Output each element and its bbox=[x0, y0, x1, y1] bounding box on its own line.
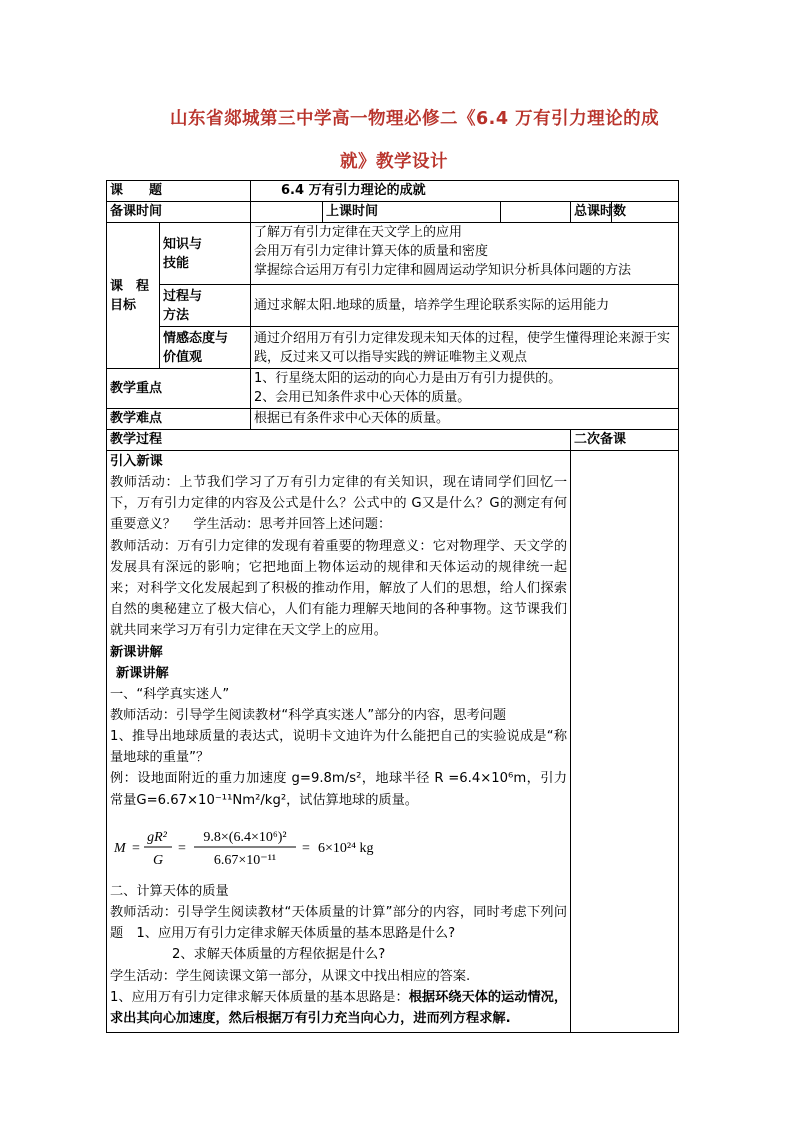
course-value: 6.4 万有引力理论的成就 bbox=[251, 181, 679, 202]
process-method-label: 过程与 方法 bbox=[160, 285, 251, 327]
section1-title: 一、“科学真实迷人” bbox=[110, 686, 230, 702]
intro-paragraph-1: 教师活动：上节我们学习了万有引力定律的有关知识，现在请同学们回忆一下，万有引力定律的内容及公式是什么？公式中的 G又是什么？G的测定有何重要意义？ 学生活动：思考并回答上述问题： bbox=[110, 475, 568, 533]
intro-heading: 引入新课 bbox=[110, 454, 163, 469]
svg-text:=: = bbox=[132, 840, 140, 856]
process-header: 教学过程 bbox=[107, 430, 571, 451]
lesson-plan-table bbox=[106, 180, 679, 1033]
document-title-line1: 山东省郯城第三中学高一物理必修二《6.4 万有引力理论的成 bbox=[170, 109, 660, 129]
new-lesson-subheading: 新课讲解 bbox=[116, 665, 169, 681]
emotion-content: 通过介绍用万有引力定律发现未知天体的过程，使学生懂得理论来源于实践，反过来又可以指导实践的辨证唯物主义观点 bbox=[251, 327, 679, 369]
formula-lhs: M bbox=[114, 840, 126, 856]
svg-text:=: = bbox=[178, 840, 186, 856]
prep-time-label: 备课时间 bbox=[107, 202, 251, 223]
formula-result: 6×10²⁴ kg bbox=[318, 840, 374, 856]
section2-p4-plain: 1、应用万有引力定律求解天体质量的基本思路是： bbox=[110, 989, 409, 1005]
knowledge-label: 知识与 技能 bbox=[160, 223, 251, 285]
section1-example: 例：设地面附近的重力加速度 g=9.8m/s²，地球半径 R =6.4×10⁶m，引力常量G=6.67×10⁻¹¹Nm²/kg²，试估算地球的质量。 bbox=[110, 771, 568, 808]
formula-num1: gR² bbox=[147, 829, 167, 845]
knowledge-item: 会用万有引力定律计算天体的质量和密度 bbox=[254, 244, 489, 259]
section2-title: 二、计算天体的质量 bbox=[110, 883, 229, 899]
focus-item: 2、会用已知条件求中心天体的质量。 bbox=[254, 390, 471, 405]
section2-paragraph-4 bbox=[110, 987, 567, 1029]
section2-p4-bold: 根据环绕天体的运动情况，求出其向心加速度，然后根据万有引力充当向心力，进而列方程求解. bbox=[110, 989, 568, 1027]
goals-label: 课 程 目标 bbox=[107, 223, 160, 369]
document-title-line2: 就》教学设计 bbox=[340, 152, 448, 172]
second-prep-content bbox=[571, 451, 679, 1033]
difficulty-content: 根据已有条件求中心天体的质量。 bbox=[251, 409, 679, 430]
process-method-content: 通过求解太阳.地球的质量，培养学生理论联系实际的运用能力 bbox=[251, 285, 679, 327]
knowledge-item: 掌握综合运用万有引力定律和圆周运动学知识分析具体问题的方法 bbox=[254, 263, 632, 278]
knowledge-content bbox=[251, 223, 679, 285]
section1-paragraph-1: 教师活动：引导学生阅读教材“科学真实迷人”部分的内容，思考问题 bbox=[110, 707, 507, 723]
section1-paragraph-2: 1、推导出地球质量的表达式，说明卡文迪许为什么能把自己的实验说成是“称量地球的重量”？ bbox=[110, 729, 568, 766]
class-time-label: 上课时间 bbox=[323, 202, 501, 223]
knowledge-item: 了解万有引力定律在天文学上的应用 bbox=[254, 225, 463, 240]
difficulty-label: 教学难点 bbox=[107, 409, 251, 430]
formula-num2: 9.8×(6.4×10⁶)² bbox=[203, 829, 287, 845]
focus-item: 1、行星绕太阳的运动的向心力是由万有引力提供的。 bbox=[254, 371, 562, 386]
section2-paragraph-3: 学生活动：学生阅读课文第一部分，从课文中找出相应的答案. bbox=[110, 968, 471, 984]
total-hours-label: 总课时数 bbox=[571, 202, 612, 223]
new-lesson-heading: 新课讲解 bbox=[110, 644, 163, 660]
intro-paragraph-2: 教师活动：万有引力定律的发现有着重要的物理意义：它对物理学、天文学的发展具有深远的影响；它把地面上物体运动的规律和天体运动的规律统一起来；对科学文化发展起到了积极的推动作用，解放了人们的思想，给人们探索自然的奥秘建立了极大信心，人们有能力理解天地间的各种事物。这节课我们就共同来学习万有引力定律在天文学上的应用。 bbox=[110, 538, 568, 639]
prep-time-value bbox=[251, 202, 323, 223]
focus-label: 教学重点 bbox=[107, 369, 251, 409]
focus-content bbox=[251, 369, 679, 409]
formula-den2: 6.67×10⁻¹¹ bbox=[213, 852, 277, 868]
second-prep-header: 二次备课 bbox=[571, 430, 679, 451]
earth-mass-formula bbox=[110, 817, 567, 881]
section2-paragraph-2: 2、求解天体质量的方程依据是什么? bbox=[172, 947, 386, 963]
process-content bbox=[107, 451, 571, 1033]
formula-den1: G bbox=[152, 852, 164, 868]
svg-text:=: = bbox=[302, 840, 310, 856]
section2-paragraph-1: 教师活动：引导学生阅读教材“天体质量的计算”部分的内容，同时考虑下列问题 1、应用万有引力定律求解天体质量的基本思路是什么? bbox=[110, 905, 568, 942]
class-time-value bbox=[501, 202, 571, 223]
emotion-label: 情感态度与 价值观 bbox=[160, 327, 251, 369]
course-label: 课 题 bbox=[107, 181, 251, 202]
